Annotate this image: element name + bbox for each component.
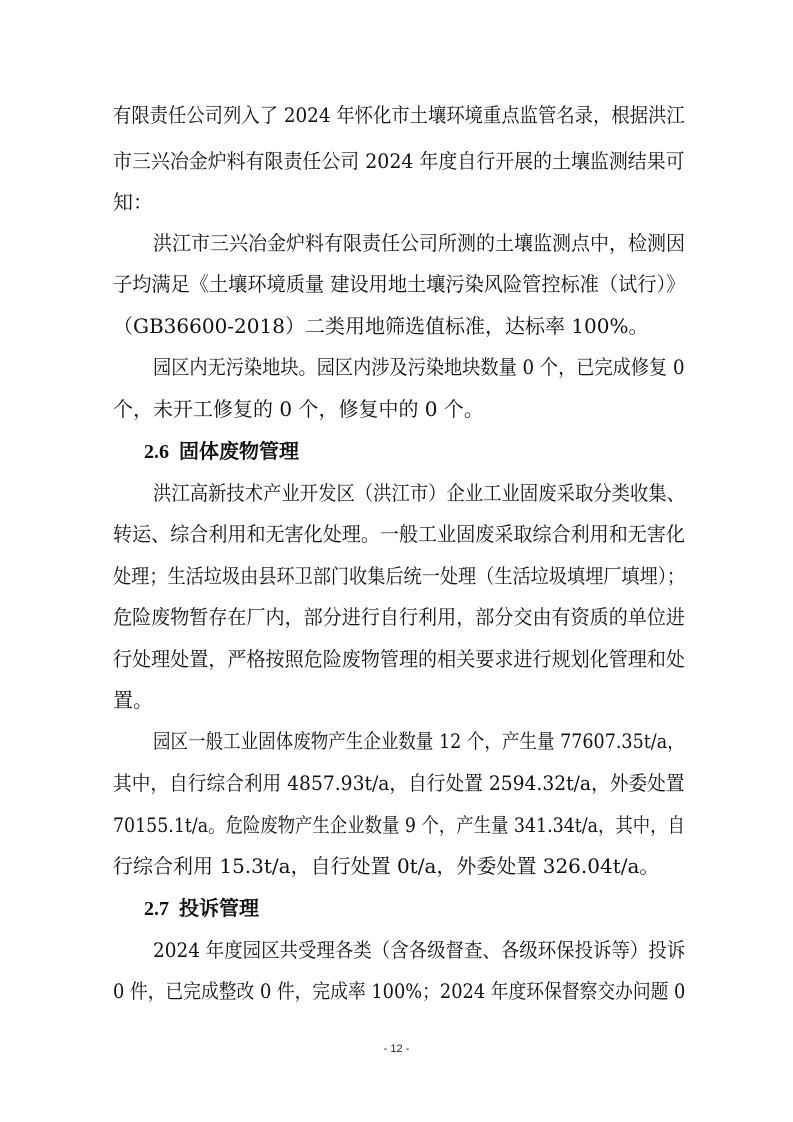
paragraph-line: 70155.1t/a。危险废物产生企业数量 9 个，产生量 341.34t/a，其中，自 [113, 813, 685, 837]
page-number: - 12 - [383, 1043, 410, 1055]
section-title: 固体废物管理 [179, 439, 299, 463]
paragraph-line: 子均满足《土壤环境质量 建设用地土壤污染风险管控标准（试行）》 [113, 272, 686, 296]
paragraph-line: 有限责任公司列入了 2024 年怀化市土壤环境重点监管名录，根据洪江 [113, 103, 685, 127]
paragraph-line: 其中，自行综合利用 4857.93t/a，自行处置 2594.32t/a，外委处置 [113, 771, 685, 795]
paragraph-line: 个，未开工修复的 0 个，修复中的 0 个。 [113, 397, 484, 421]
section-heading-2-7 [113, 896, 259, 921]
paragraph-line: 危险废物暂存在厂内，部分进行自行利用，部分交由有资质的单位进 [113, 605, 685, 629]
section-title: 投诉管理 [179, 896, 259, 920]
paragraph-line: 市三兴冶金炉料有限责任公司 2024 年度自行开展的土壤监测结果可 [113, 149, 685, 173]
paragraph-line: 转运、综合利用和无害化处理。一般工业固废采取综合利用和无害化 [113, 522, 685, 546]
paragraph-line: （GB36600-2018）二类用地筛选值标准，达标率 100%。 [113, 314, 649, 338]
paragraph-line: 洪江高新技术产业开发区（洪江市）企业工业固废采取分类收集、 [153, 481, 685, 505]
section-number: 2.6 [144, 441, 169, 463]
paragraph-line: 洪江市三兴冶金炉料有限责任公司所测的土壤监测点中，检测因 [153, 231, 685, 255]
section-number: 2.7 [144, 898, 169, 920]
paragraph-line: 置。 [113, 688, 153, 712]
paragraph-line: 知： [113, 190, 153, 214]
paragraph-line: 行处理处置，严格按照危险废物管理的相关要求进行规划化管理和处 [113, 647, 685, 671]
paragraph-line: 2024 年度园区共受理各类（含各级督查、各级环保投诉等）投诉 [153, 938, 686, 962]
paragraph-line: 0 件，已完成整改 0 件，完成率 100%；2024 年度环保督察交办问题 0 [113, 979, 686, 1003]
section-heading-2-6 [113, 439, 299, 464]
paragraph-line: 处理；生活垃圾由县环卫部门收集后统一处理（生活垃圾填埋厂填埋）； [113, 564, 685, 588]
paragraph-line: 行综合利用 15.3t/a，自行处置 0t/a，外委处置 326.04t/a。 [113, 854, 660, 878]
paragraph-line: 园区内无污染地块。园区内涉及污染地块数量 0 个，已完成修复 0 [153, 355, 685, 379]
paragraph-line: 园区一般工业固体废物产生企业数量 12 个，产生量 77607.35t/a， [153, 729, 685, 753]
